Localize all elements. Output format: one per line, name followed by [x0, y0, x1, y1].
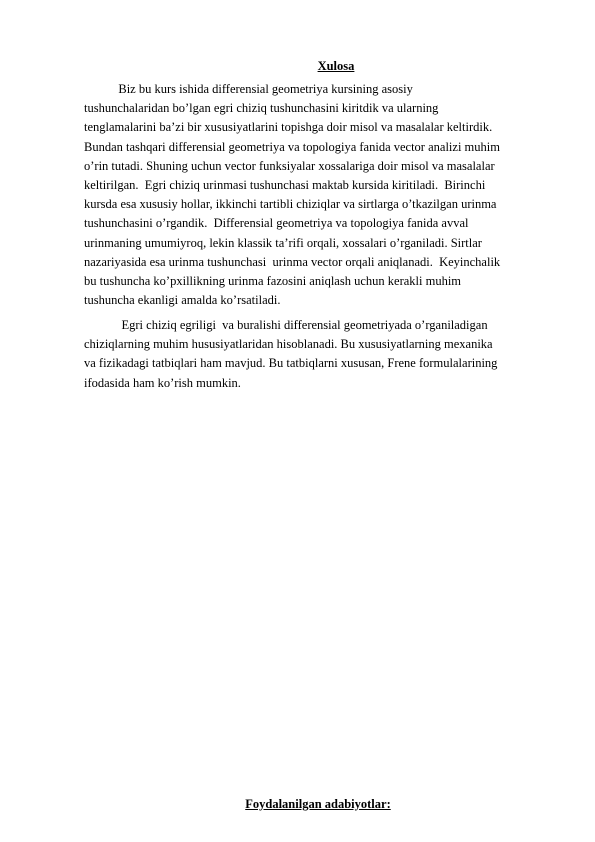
- paragraph-line: nazariyasida esa urinma tushunchasi urinma vector orqali aniqlanadi. Keyinchalik: [84, 254, 501, 269]
- paragraph-line: chiziqlarning muhim hususiyatlaridan hisoblanadi. Bu xususiyatlarning mexanika: [84, 337, 493, 352]
- section-title: Xulosa: [317, 59, 355, 73]
- paragraph-line: tushunchasini o’rgandik. Differensial geometriya va topologiya fanida avval: [84, 216, 469, 231]
- paragraph-line: Biz bu kurs ishida differensial geometriya kursining asosiy: [84, 82, 413, 96]
- paragraph-line: ifodasida ham ko’rish mumkin.: [84, 375, 241, 390]
- paragraph-line: keltirilgan. Egri chiziq urinmasi tushunchasi maktab kursida kiritiladi. Birinchi: [84, 178, 486, 193]
- conclusion-paragraph-1: [84, 80, 552, 310]
- paragraph-line: tenglamalarini ba’zi bir xususiyatlarini topishga doir misol va masalalar keltirdik.: [84, 120, 493, 135]
- conclusion-paragraph-2: [84, 316, 552, 393]
- paragraph-line: tushuncha ekanligi amalda ko’rsatiladi.: [84, 293, 281, 308]
- paragraph-line: tushunchalaridan bo’lgan egri chiziq tushunchasini kiritdik va ularning: [84, 101, 439, 116]
- paragraph-line: Bundan tashqari differensial geometriya va topologiya fanida vector analizi muhim: [84, 139, 500, 154]
- paragraph-line: bu tushuncha ko’pxillikning urinma fazosini aniqlash uchun kerakli muhim: [84, 274, 462, 289]
- references-heading: Foydalanilgan adabiyotlar:: [245, 797, 391, 811]
- paragraph-line: urinmaning umumiyroq, lekin klassik ta’rifi orqali, xossalari o’rganiladi. Sirtlar: [84, 235, 482, 250]
- paragraph-line: kursda esa xususiy hollar, ikkinchi tartibli chiziqlar va sirtlarga o’tkazilgan urinma: [84, 197, 497, 212]
- paragraph-line: va fizikadagi tatbiqlari ham mavjud. Bu tatbiqlarni xususan, Frene formulalarining: [84, 356, 498, 371]
- paragraph-line: Egri chiziq egriligi va buralishi differensial geometriyada o’rganiladigan: [84, 318, 488, 332]
- paragraph-line: o’rin tutadi. Shuning uchun vector funksiyalar xossalariga doir misol va masalalar: [84, 158, 495, 173]
